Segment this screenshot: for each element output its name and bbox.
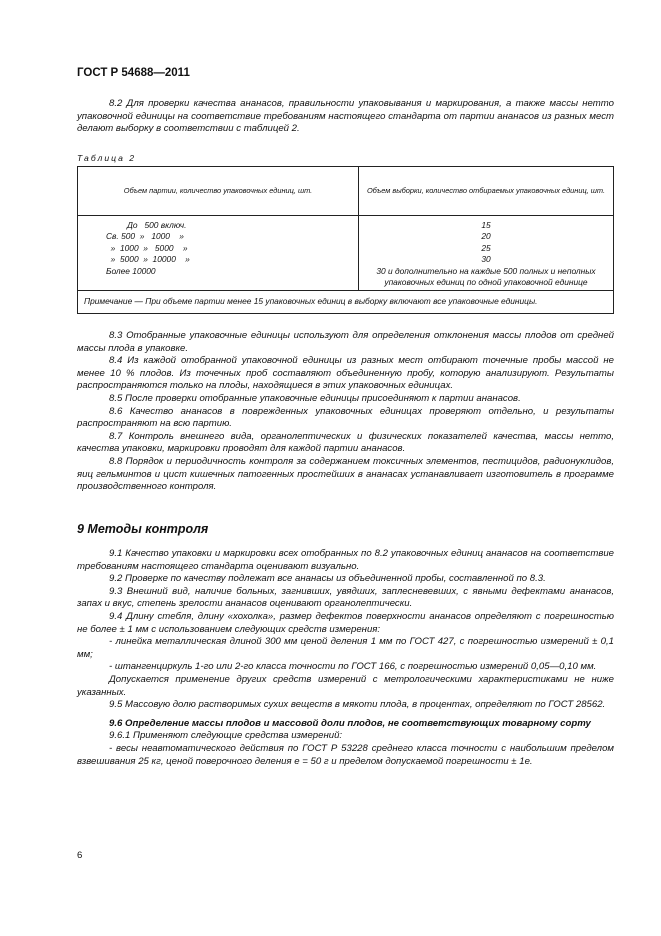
paragraph-9-2: 9.2 Проверке по качеству подлежат все ананасы из объединенной пробы, составленной по 8.3. <box>109 573 546 585</box>
paragraph-9-4: 9.4 Длину стебля, длину «хохолка», размер дефектов поверхности ананасов определяют с погрешностью не более ± 1 мм с использованием следующих средств измерения: <box>77 610 614 635</box>
paragraph-9-1: 9.1 Качество упаковки и маркировки всех отобранных по 8.2 упаковочных единиц ананасов на соответствие требованиям настоящего стандарта оценивают визуально. <box>77 548 614 572</box>
list-item-caliper: - штангенциркуль 1-го или 2-го класса точности по ГОСТ 166, с погрешностью измерений 0,05—0,10 мм. <box>109 661 597 673</box>
paragraph-8-6: 8.6 Качество ананасов в поврежденных упаковочных единицах проверяют отдельно, и результаты распространяют на всю партию. <box>77 405 614 430</box>
table-body-row <box>78 216 614 291</box>
table-header-lot-size: Объем партии, количество упаковочных единиц, шт. <box>78 167 359 216</box>
section-9-paragraphs <box>77 548 614 768</box>
paragraph-9-3: 9.3 Внешний вид, наличие больных, загнивших, увядших, заплесневевших, с явными дефектами ананасов, запах и вкус, степень зрелости ананасов оценивают органолептически. <box>77 585 614 610</box>
sample-value: 15 <box>481 220 491 230</box>
lot-range: До 500 включ. <box>106 220 187 230</box>
sample-value: 30 <box>481 254 491 265</box>
paragraph-8-7: 8.7 Контроль внешнего вида, органолептических и физических показателей качества, массы нетто, качества упаковки, маркировки проводят для каждой партии ананасов. <box>77 430 614 455</box>
lot-range: » 1000 » 5000 » <box>106 242 188 253</box>
table-header-sample-size: Объем выборки, количество отбираемых упаковочных единиц, шт. <box>359 167 614 216</box>
paragraph-other-instruments: Допускается применение других средств измерений с метрологическими характеристиками не ниже указанных. <box>77 673 614 698</box>
sample-value: 20 <box>481 231 491 242</box>
sample-size-values <box>359 216 614 291</box>
list-item-ruler: - линейка металлическая длиной 300 мм ценой деления 1 мм по ГОСТ 427, с погрешностью измерений ± 0,1 мм; <box>77 636 614 660</box>
sample-value: 25 <box>481 242 491 253</box>
sample-size-table <box>77 166 614 314</box>
page-number: 6 <box>77 850 83 861</box>
paragraph-8-5: 8.5 После проверки отобранные упаковочные единицы присоединяют к партии ананасов. <box>109 392 521 404</box>
section-9-title: 9 Методы контроля <box>77 522 209 536</box>
table-note-row <box>78 291 614 314</box>
lot-range: Более 10000 <box>106 265 156 276</box>
lot-range: » 5000 » 10000 » <box>106 254 190 265</box>
document-id: ГОСТ Р 54688—2011 <box>77 67 190 79</box>
sample-value: 30 и дополнительно на каждые 500 полных и неполных упаковочных единиц по одной упаковочной единице <box>376 265 596 288</box>
paragraph-8-4: 8.4 Из каждой отобранной упаковочной единицы из разных мест отбирают точечные пробы массой не менее 10 % плодов. Из точечных проб составляют объединенную пробу, которую анализируют. Результаты распространяются только на плоды, находящиеся в этих упаковочных единицах. <box>77 355 614 392</box>
list-item-scales: - весы неавтоматического действия по ГОСТ Р 53228 среднего класса точности с наибольшим пределом взвешивания 25 кг, ценой поверочного деления e = 50 г и пределом допускаемой погрешности ± 1e. <box>77 742 614 767</box>
paragraph-9-6-heading: 9.6 Определение массы плодов и массовой доли плодов, не соответствующих товарному сорту <box>109 717 591 729</box>
intro-block <box>77 98 614 136</box>
lot-size-ranges <box>78 216 359 291</box>
paragraph-8-8: 8.8 Порядок и периодичность контроля за содержанием токсичных элементов, пестицидов, радионуклидов, яиц гельминтов и цист кишечных патогенных простейших в ананасах устанавливает изготовитель в программе производственного контроля. <box>77 455 614 493</box>
paragraph-9-6-1: 9.6.1 Применяют следующие средства измерений: <box>109 730 343 742</box>
paragraph-9-5: 9.5 Массовую долю растворимых сухих веществ в мякоти плода, в процентах, определяют по ГОСТ 28562. <box>109 699 606 711</box>
table-header-row <box>78 167 614 216</box>
table-caption: Таблица 2 <box>77 153 137 163</box>
table-note: Примечание — При объеме партии менее 15 упаковочных единиц в выборку включают все упаковочные единицы. <box>78 291 614 314</box>
paragraph-8-3: 8.3 Отобранные упаковочные единицы используют для определения отклонения массы плодов от средней массы плода в упаковке. <box>77 330 614 354</box>
lot-range: Св. 500 » 1000 » <box>106 231 184 242</box>
section-8-paragraphs <box>77 330 614 494</box>
paragraph-8-2: 8.2 Для проверки качества ананасов, правильности упаковывания и маркирования, а также массы нетто упаковочной единицы на соответствие требованиям настоящего стандарта от партии ананасов из разных мест делают выборку в соответствии с таблицей 2. <box>77 98 614 135</box>
